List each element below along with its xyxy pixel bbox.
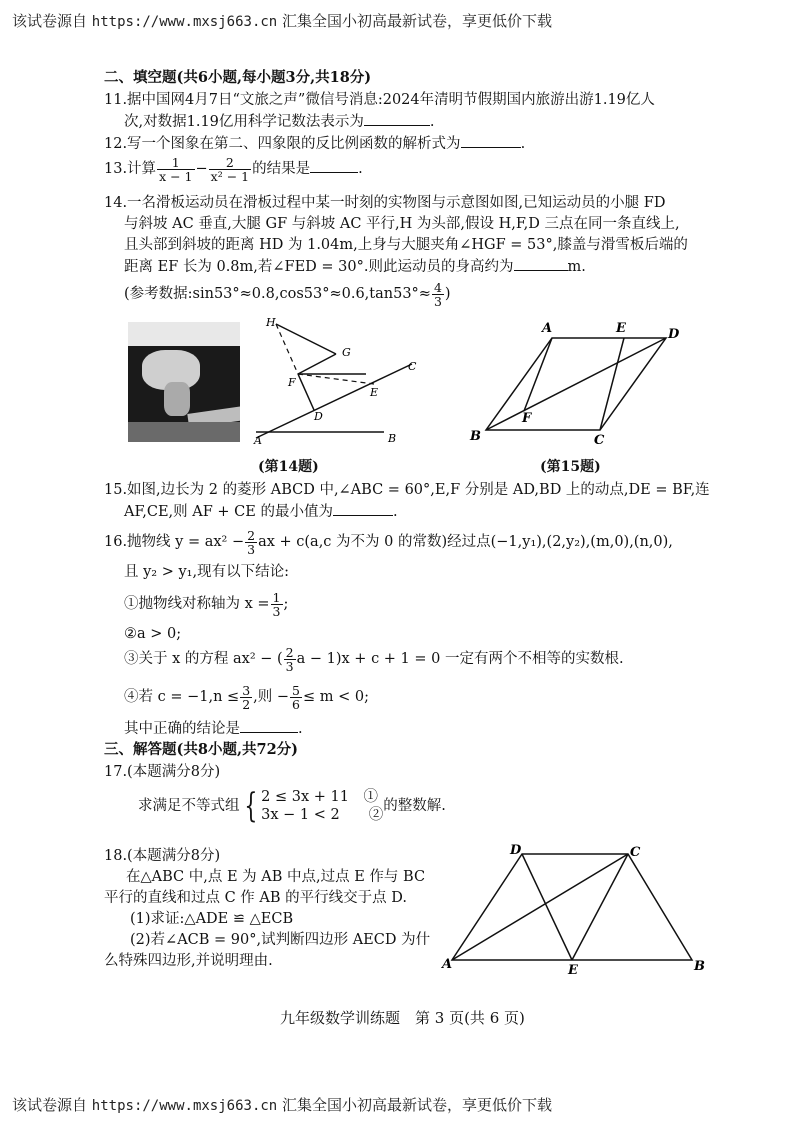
q15-line2: AF,CE,则 AF + CE 的最小值为 . (124, 501, 398, 522)
fig18-diagram (440, 842, 720, 976)
section2-title: 二、填空题(共6小题,每小题3分,共18分) (104, 69, 372, 86)
skateboarder-photo (128, 322, 240, 442)
fig14-label-h: H (266, 316, 276, 329)
fig15-label-b: B (470, 429, 481, 444)
q18-part1: (1)求证:△ADE ≌ △ECB (130, 911, 294, 927)
q15-line1: 15.如图,边长为 2 的菱形 ABCD 中,∠ABC = 60°,E,F 分别是 AD,BD 上的动点,DE = BF,连 (104, 482, 710, 498)
q16-conclusion1: ①抛物线对称轴为 x = $\frac{1}{3}$ ; (124, 589, 289, 619)
q16-line2: 且 y₂ > y₁,现有以下结论: (124, 564, 289, 580)
fig14-diagram (250, 312, 430, 446)
q16-line1: 16.抛物线 y = ax² − $\frac{2}{3}$ ax + c(a,c 为不为 0 的常数)经过点(−1,y₁),(2,y₂),(m,0),(n,0), (104, 527, 673, 557)
fig14-label-g: G (342, 346, 351, 359)
fig14-label-c: C (408, 360, 417, 373)
q14-reference-data: (参考数据:sin53°≈0.8,cos53°≈0.6,tan53°≈ $\frac{4}{3}$ ) (124, 279, 451, 309)
q17-system: 求满足不等式组 { 2 ≤ 3x + 11 ① 3x − 1 < 2 ②的整数解. (138, 786, 446, 826)
source-prefix: 该试卷源自 (12, 12, 88, 30)
fig14-label-f: F (288, 376, 296, 389)
q14-line4: 距离 EF 长为 0.8m,若∠FED = 30°.则此运动员的身高约为 m. (124, 256, 586, 277)
q14-line1: 14.一名滑板运动员在滑板过程中某一时刻的实物图与示意图如图,已知运动员的小腿 FD (104, 195, 666, 211)
q13-line: 13.计算 $\frac{1}{x - 1}$ − $\frac{2}{\text{x² − 1}}$ 的结果是 . (104, 154, 363, 184)
fig14-caption: (第14题) (258, 459, 319, 475)
q11-line1: 11.据中国网4月7日“文旅之声”微信号消息:2024年清明节假期国内旅游出游1.19亿人 (104, 92, 655, 108)
fig14-label-d: D (314, 410, 323, 423)
page-footer: 九年级数学训练题 第 3 页(共 6 页) (280, 1009, 525, 1027)
q14-line2: 与斜坡 AC 垂直,大腿 GF 与斜坡 AC 平行,H 为头部,假设 H,F,D 三点在同一条直线上, (124, 216, 680, 232)
q18-line1: 在△ABC 中,点 E 为 AB 中点,过点 E 作与 BC (126, 869, 426, 885)
fig15-label-c: C (594, 433, 605, 446)
fig15-label-d: D (668, 327, 680, 342)
fig18-label-d: D (510, 843, 522, 858)
q11-line2: 次,对数据1.19亿用科学记数法表示为 . (124, 111, 435, 132)
q18-header: 18.(本题满分8分) (104, 848, 221, 864)
fig18-label-c: C (630, 845, 641, 860)
fig18-label-b: B (694, 959, 705, 974)
fig14-label-e: E (370, 386, 379, 399)
fig18-label-a: A (442, 957, 453, 972)
q12-line: 12.写一个图象在第二、四象限的反比例函数的解析式为 . (104, 133, 525, 154)
q18-line2: 平行的直线和过点 C 作 AB 的平行线交于点 D. (104, 890, 407, 906)
source-suffix-bottom: 汇集全国小初高最新试卷，享更低价下载 (282, 1096, 553, 1114)
source-url-bottom[interactable]: https://www.mxsj663.cn (91, 1098, 278, 1114)
source-url[interactable]: https://www.mxsj663.cn (91, 14, 278, 30)
q17-header: 17.(本题满分8分) (104, 764, 221, 780)
fig18-label-e: E (568, 963, 578, 976)
q18-part2: (2)若∠ACB = 90°,试判断四边形 AECD 为什 (130, 932, 431, 948)
q16-conclusion4: ④若 c = −1,n ≤ $\frac{3}{2}$ ,则 − $\frac{5}{6}$ ≤ m < 0; (124, 682, 369, 712)
q16-conclusion3: ③关于 x 的方程 ax² − ( $\frac{2}{3}$ a − 1)x + c + 1 = 0 一定有两个不相等的实数根. (124, 644, 624, 674)
fig14-label-b: B (388, 432, 397, 445)
source-header (12, 10, 552, 31)
fig14-label-a: A (254, 434, 262, 446)
fig15-label-f: F (522, 411, 532, 426)
source-footer (12, 1094, 552, 1115)
section3-title: 三、解答题(共8小题,共72分) (104, 741, 299, 758)
q13-fraction2: $\frac{2}{\text{x² − 1}}$ (210, 154, 250, 184)
fig15-caption: (第15题) (540, 459, 601, 475)
q16-answer: 其中正确的结论是 . (124, 718, 303, 739)
q16-conclusion2: ②a > 0; (124, 626, 182, 642)
fig15-diagram (466, 316, 686, 446)
source-suffix: 汇集全国小初高最新试卷，享更低价下载 (282, 12, 553, 30)
fig15-label-e: E (616, 321, 626, 336)
q13-fraction1: $\frac{1}{x - 1}$ (159, 154, 193, 184)
source-prefix-bottom: 该试卷源自 (12, 1096, 88, 1114)
fig15-label-a: A (542, 321, 553, 336)
q14-line3: 且头部到斜坡的距离 HD 为 1.04m,上身与大腿夹角∠HGF = 53°,膝盖与滑雪板后端的 (124, 237, 688, 253)
q18-line5: 么特殊四边形,并说明理由. (104, 953, 273, 969)
